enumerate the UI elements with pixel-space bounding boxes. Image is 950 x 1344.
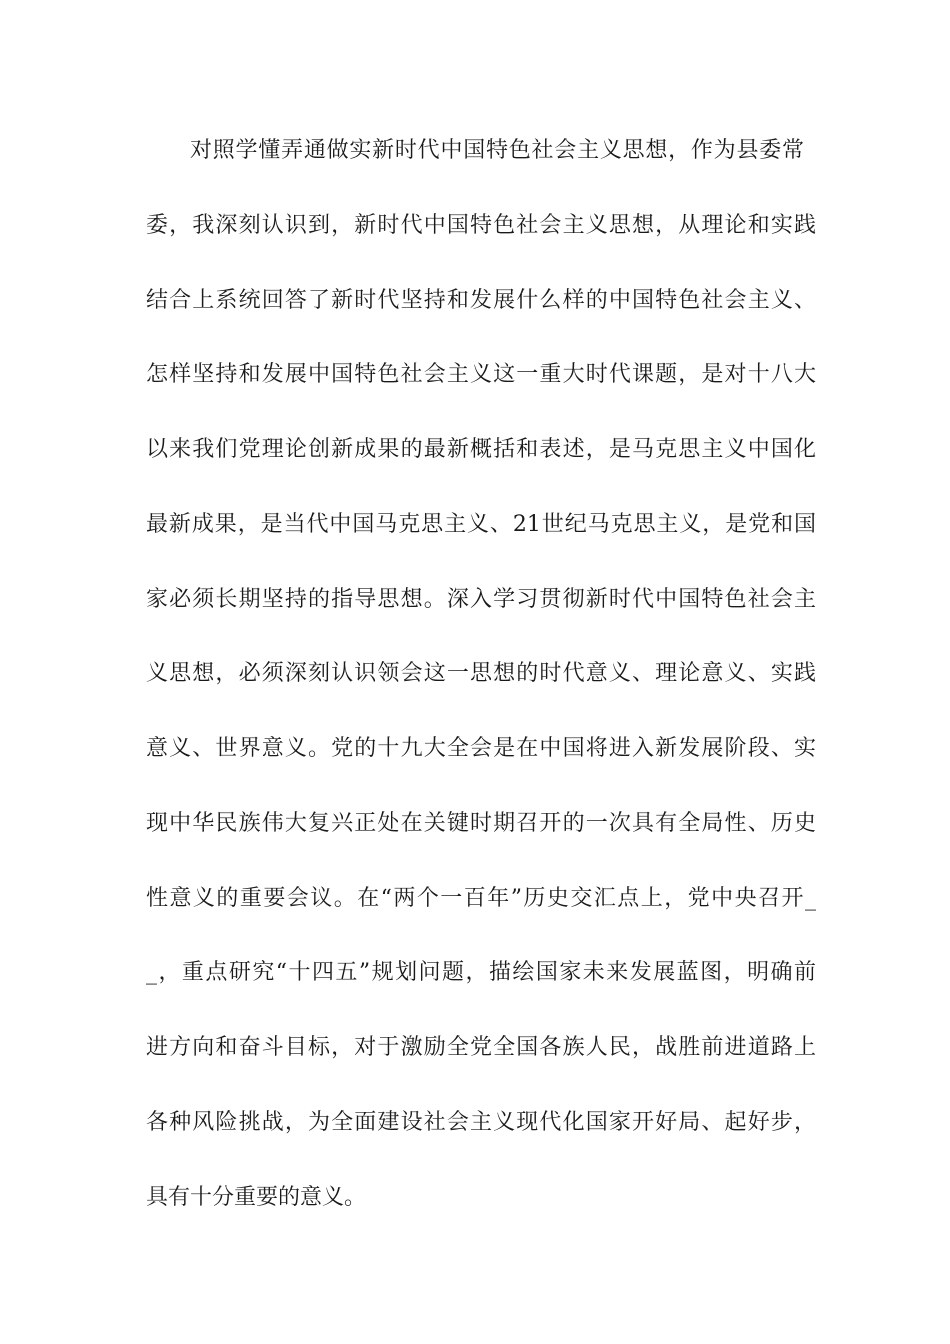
paragraph-line: 家必须长期坚持的指导思想。深入学习贯彻新时代中国特色社会主	[146, 587, 816, 612]
paragraph-line: 以来我们党理论创新成果的最新概括和表述，是马克思主义中国化	[146, 437, 816, 462]
paragraph-line: 对照学懂弄通做实新时代中国特色社会主义思想，作为县委常	[190, 138, 804, 163]
paragraph-line: 义思想，必须深刻认识领会这一思想的时代意义、理论意义、实践	[146, 661, 816, 686]
paragraph-line: _，重点研究“十四五”规划问题，描绘国家未来发展蓝图，明确前	[146, 960, 816, 985]
paragraph-line: 进方向和奋斗目标，对于激励全党全国各族人民，战胜前进道路上	[146, 1035, 816, 1060]
paragraph-line: 怎样坚持和发展中国特色社会主义这一重大时代课题，是对十八大	[146, 362, 816, 387]
paragraph-line: 性意义的重要会议。在“两个一百年”历史交汇点上，党中央召开_	[146, 886, 816, 911]
paragraph-line: 具有十分重要的意义。	[146, 1185, 367, 1210]
paragraph-line: 委，我深刻认识到，新时代中国特色社会主义思想，从理论和实践	[146, 213, 816, 238]
paragraph-line: 结合上系统回答了新时代坚持和发展什么样的中国特色社会主义、	[146, 288, 816, 313]
paragraph-line: 最新成果，是当代中国马克思主义、21世纪马克思主义，是党和国	[146, 512, 816, 537]
paragraph-line: 现中华民族伟大复兴正处在关键时期召开的一次具有全局性、历史	[146, 811, 816, 836]
paragraph-line: 各种风险挑战，为全面建设社会主义现代化国家开好局、起好步，	[146, 1110, 816, 1135]
paragraph-line: 意义、世界意义。党的十九大全会是在中国将进入新发展阶段、实	[146, 736, 816, 761]
